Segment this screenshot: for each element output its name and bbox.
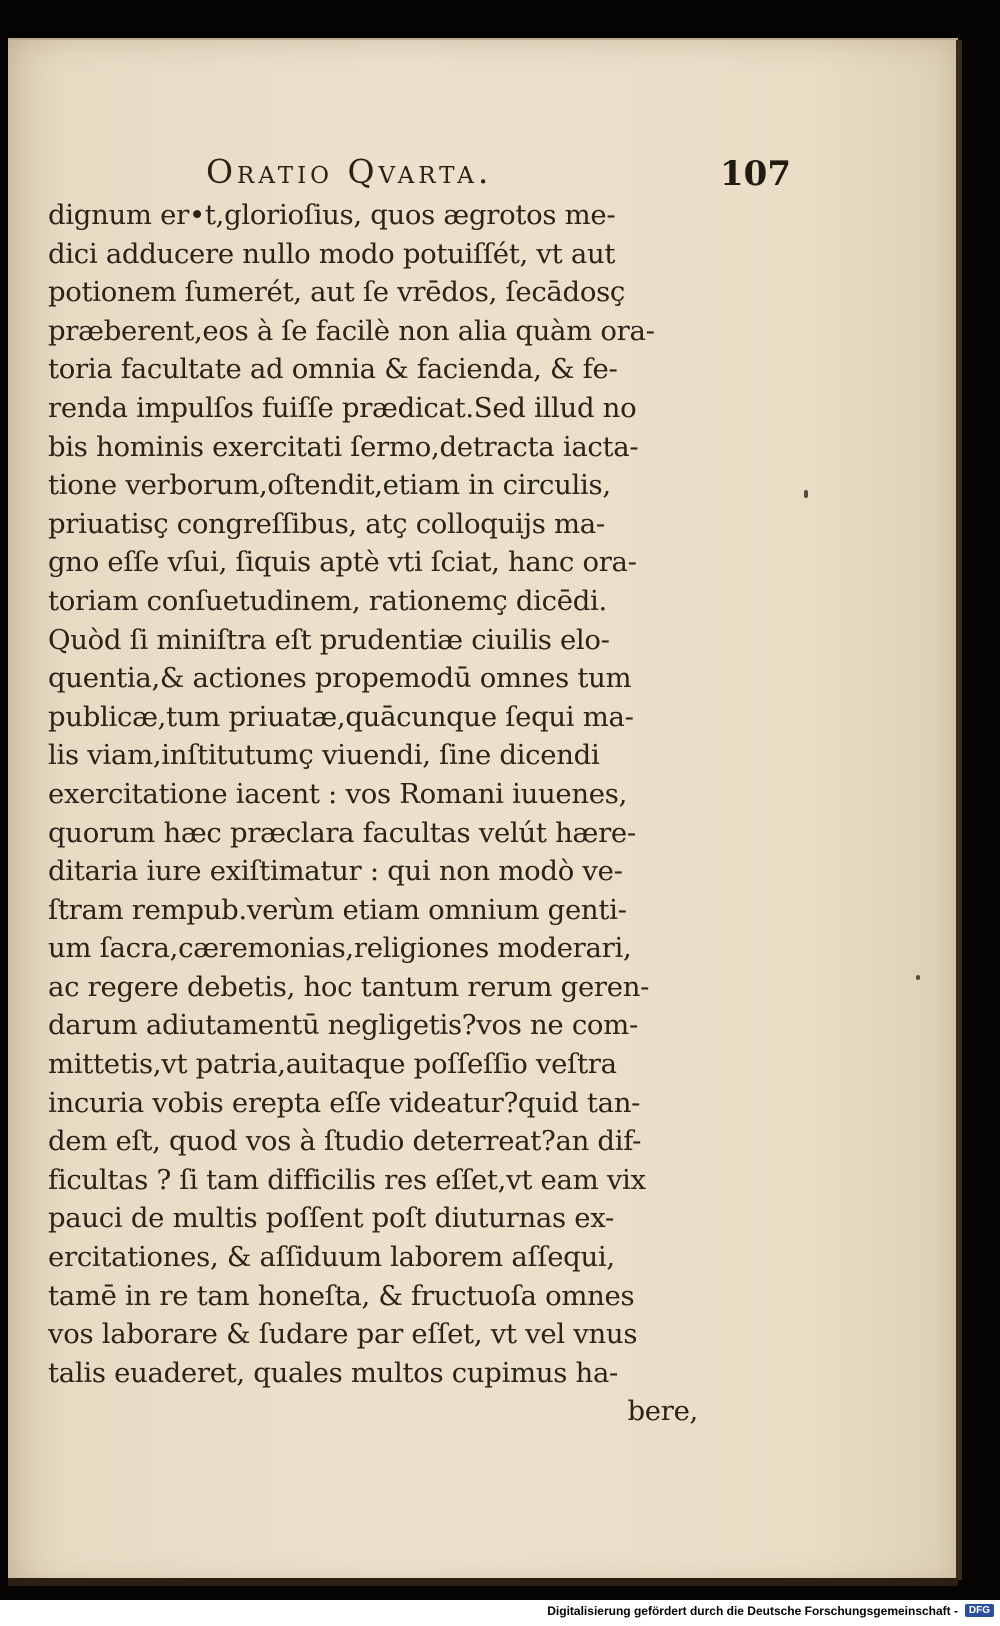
page-bottom-edge — [8, 1578, 958, 1586]
text-line: lis viam,inſtitutumç viuendi, ſine dicendi — [48, 739, 600, 772]
book-page — [8, 38, 958, 1586]
text-line: bis hominis exercitati ſermo,detracta iacta- — [48, 430, 639, 463]
text-line: publicæ,tum priuatæ,quācunque ſequi ma- — [48, 700, 634, 733]
text-line: toria facultate ad omnia & facienda, & fe- — [48, 353, 618, 386]
text-line: ac regere debetis, hoc tantum rerum geren- — [48, 970, 650, 1003]
page-number: 107 — [720, 154, 791, 194]
text-line: mittetis,vt patria,auitaque poſſeſſio veſtra — [48, 1048, 617, 1081]
text-line: gno eſſe vſui, ſiquis aptè vti ſciat, hanc ora- — [48, 546, 637, 579]
funding-credit: Digitalisierung gefördert durch die Deutsche Forschungsgemeinschaft - — [547, 1604, 958, 1618]
text-line: ditaria iure exiſtimatur : qui non modò ve- — [48, 855, 623, 888]
text-line: præberent,eos à ſe facilè non alia quàm ora- — [48, 314, 655, 347]
text-line: ficultas ? ſi tam difficilis res eſſet,vt eam vix — [48, 1163, 646, 1196]
margin-speck — [916, 975, 920, 980]
text-line: exercitatione iacent : vos Romani iuuenes, — [48, 777, 628, 810]
text-line: talis euaderet, quales multos cupimus ha- — [48, 1356, 619, 1389]
text-line: ſtram rempub.verùm etiam omnium genti- — [48, 893, 627, 926]
text-line: um ſacra,cæremonias,religiones moderari, — [48, 932, 632, 965]
text-line: dignum er•t,glorioſius, quos ægrotos me- — [48, 199, 616, 231]
text-line: dici adducere nullo modo potuiſſét, vt aut — [48, 237, 616, 270]
body-text — [48, 196, 718, 1431]
text-line: darum adiutamentū negligetis?vos ne com- — [48, 1009, 638, 1042]
page-header — [8, 152, 958, 202]
text-line: Quòd ſi miniſtra eſt prudentiæ ciuilis elo- — [48, 623, 610, 656]
text-line: tione verborum,oſtendit,etiam in circulis, — [48, 469, 611, 502]
text-line: toriam conſuetudinem, rationemç dicēdi. — [48, 584, 607, 617]
running-title: Oratio Qvarta. — [206, 152, 493, 191]
text-line: priuatisç congreſſibus, atç colloquijs ma- — [48, 507, 605, 540]
text-line: vos laborare & ſudare par eſſet, vt vel vnus — [48, 1318, 638, 1351]
text-line: quentia,& actiones propemodū omnes tum — [48, 662, 632, 695]
text-line: ercitationes, & aſſiduum laborem aſſequi, — [48, 1241, 615, 1274]
text-line: incuria vobis erepta eſſe videatur?quid tan- — [48, 1086, 641, 1119]
dfg-logo: DFG — [965, 1604, 994, 1617]
margin-speck — [804, 490, 808, 498]
text-line: bere, — [627, 1395, 698, 1428]
text-line: tamē in re tam honeſta, & fructuoſa omnes — [48, 1279, 635, 1312]
text-line: potionem ſumerét, aut ſe vrēdos, ſecādosç — [48, 276, 625, 309]
footer-bar — [0, 1600, 1000, 1626]
text-line: quorum hæc præclara facultas velút hære- — [48, 816, 636, 849]
text-line: dem eſt, quod vos à ſtudio deterreat?an dif- — [48, 1125, 642, 1158]
text-line: pauci de multis poſſent poſt diuturnas ex- — [48, 1202, 614, 1235]
page-edge — [956, 40, 962, 1580]
text-line: renda impulſos fuiſſe prædicat.Sed illud no — [48, 391, 637, 424]
